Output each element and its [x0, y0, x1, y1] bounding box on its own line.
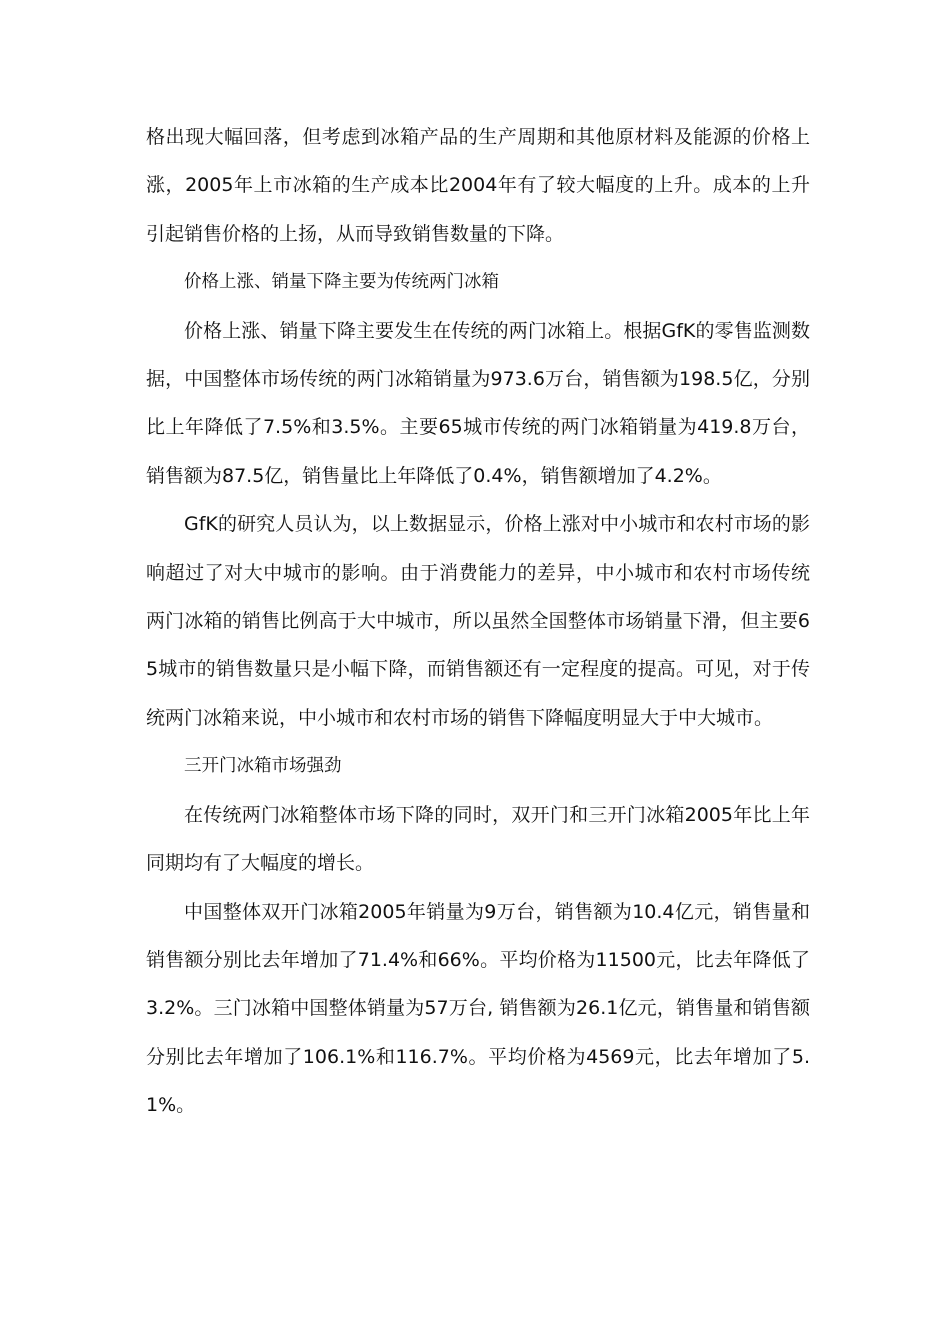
- paragraph-continuation: 格出现大幅回落，但考虑到冰箱产品的生产周期和其他原材料及能源的价格上涨，2005年上市冰箱的生产成本比2004年有了较大幅度的上升。成本的上升引起销售价格的上扬，从而导致销售数量的下降。: [146, 126, 810, 245]
- document-body: [146, 113, 810, 1130]
- paragraph-gfk-analysis: GfK的研究人员认为，以上数据显示，价格上涨对中小城市和农村市场的影响超过了对大中城市的影响。由于消费能力的差异，中小城市和农村市场传统两门冰箱的销售比例高于大中城市，所以虽然全国整体市场销量下滑，但主要65城市的销售数量只是小幅下降，而销售额还有一定程度的提高。可见，对于传统两门冰箱来说，中小城市和农村市场的销售下降幅度明显大于中大城市。: [146, 513, 810, 729]
- subheading-three-door-fridges: 三开门冰箱市场强劲: [184, 756, 342, 777]
- paragraph-sales-figures: 中国整体双开门冰箱2005年销量为9万台，销售额为10.4亿元，销售量和销售额分别比去年增加了71.4%和66%。平均价格为11500元，比去年降低了3.2%。三门冰箱中国整体销量为57万台, 销售额为26.1亿元，销售量和销售额分别比去年增加了106.1%和116.7%。平均价格为4569元，比去年增加了5.1%。: [146, 900, 810, 1117]
- subheading-two-door-fridges: 价格上涨、销量下降主要为传统两门冰箱: [184, 272, 499, 293]
- paragraph-two-door-sales: 价格上涨、销量下降主要发生在传统的两门冰箱上。根据GfK的零售监测数据，中国整体市场传统的两门冰箱销量为973.6万台，销售额为198.5亿，分别比上年降低了7.5%和3.5%。主要65城市传统的两门冰箱销量为419.8万台，销售额为87.5亿，销售量比上年降低了0.4%，销售额增加了4.2%。: [146, 319, 810, 487]
- paragraph-market-growth: 在传统两门冰箱整体市场下降的同时，双开门和三开门冰箱2005年比上年同期均有了大幅度的增长。: [146, 803, 810, 875]
